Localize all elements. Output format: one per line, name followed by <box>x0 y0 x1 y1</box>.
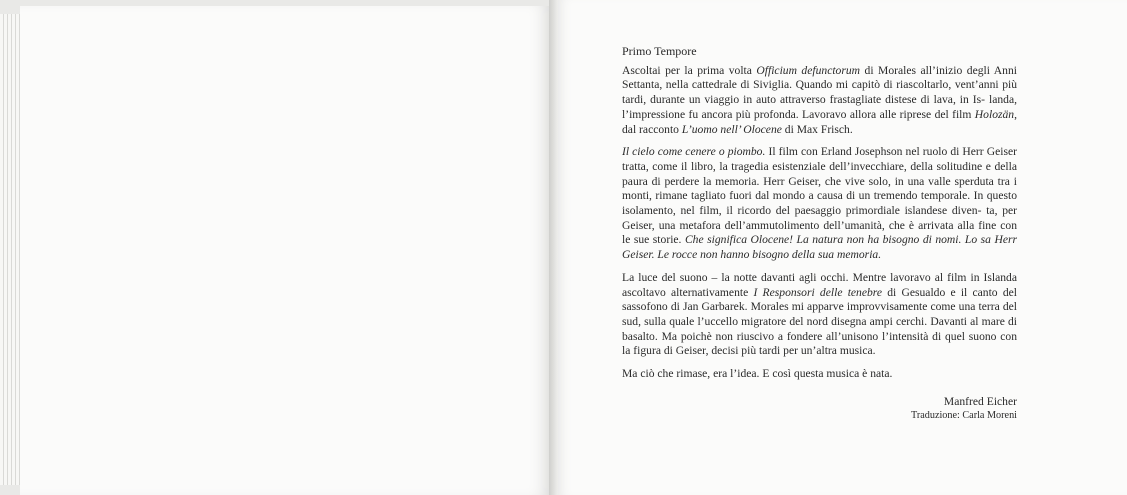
body-text: di Max Frisch. <box>781 122 853 136</box>
body-text: Ma ciò che rimase, era l’idea. <box>622 367 760 381</box>
body-text: Ascoltai per la prima volta <box>622 63 757 77</box>
essay-title: Primo Tempore <box>622 44 697 58</box>
italic-text: Holozän <box>974 107 1015 121</box>
essay-text <box>622 44 1017 382</box>
body-text: più tardi, durante un viaggio in auto attraverso frastagliate distese di lava, in Is- <box>622 78 1018 107</box>
body-text: Settanta, nella cattedrale di Siviglia. Quando mi capitò di riascoltarlo, vent’anni <box>622 78 999 92</box>
body-text: questo isolamento, nel film, il ricordo del paesaggio primordiale islandese diven- <box>622 189 1018 218</box>
body-text: , dal racconto <box>622 107 1017 136</box>
body-text: landa, l’impressione fu ancora più profonda. Lavoravo allora alle riprese del film <box>622 93 1017 121</box>
paragraph <box>622 271 1017 359</box>
translator-credit: Traduzione: Carla Moreni <box>910 410 1017 421</box>
italic-text: L’uomo nell’ Olocene <box>681 122 782 136</box>
essay-body <box>622 64 1017 382</box>
italic-text: Il cielo come cenere o piombo. <box>622 145 766 159</box>
body-text: paura di perdere la memoria. Herr Geiser, che vive solo, in una valle sperduta tra <box>622 174 1010 188</box>
body-text: Il film con Erland Josephson nel ruolo di Herr Geiser <box>765 145 1017 159</box>
italic-text: Lo sa Herr Geiser. Le rocce non hanno bisogno della sua memoria. <box>622 233 1017 262</box>
paragraph <box>622 64 1017 138</box>
body-text: alla fine con le sue storie. <box>622 218 1017 247</box>
body-text: E così questa musica è nata. <box>762 367 893 381</box>
italic-text: Che significa Olocene! La natura non ha bisogno di nomi. <box>684 233 962 247</box>
body-text: i monti, rimane tagliato fuori dal mondo a causa di un tremendo temporale. In <box>622 174 1017 203</box>
paragraph-gap <box>622 359 1017 367</box>
body-text: di Gesualdo e il canto del sassofono di Jan Garbarek. Morales mi apparve <box>622 285 1017 314</box>
body-text: improvvisamente come una terra del sud, sulla quale l’uccello migratore del nord <box>622 300 1017 328</box>
left-page-blank <box>20 6 550 495</box>
body-text: disegna ampi cerchi. Davanti al mare di basalto. <box>622 314 1018 343</box>
paragraph <box>622 145 1017 263</box>
italic-text: Officium defunctorum <box>756 63 861 77</box>
body-text: di Morales all’inizio degli Anni <box>860 63 1017 77</box>
body-text: Ma poichè non riuscivo a fondere all’unisono l’intensità di quel suono con la <box>622 329 1017 358</box>
paragraph-gap <box>622 137 1017 145</box>
page-stack-edge <box>0 14 22 485</box>
paragraph <box>622 367 1017 382</box>
author-signature: Manfred Eicher <box>943 395 1017 408</box>
body-text: tratta, come il libro, la tragedia esistenziale dell’invecchiare, della solitudine e della <box>622 159 1017 173</box>
paragraph-gap <box>622 263 1017 271</box>
body-text: Mentre lavoravo al film in Islanda ascoltavo alternativamente <box>622 270 1017 299</box>
italic-text: tenebre <box>847 285 883 299</box>
body-text: La luce del suono – la notte davanti agli occhi. <box>622 270 849 284</box>
body-text: ta, per Geiser, una metafora dell’ammutolimento dell’umanità, che è arrivata <box>622 204 1018 232</box>
italic-text: I Responsori delle <box>753 285 843 299</box>
body-text: figura di Geiser, decisi più tardi per un’altra musica. <box>633 344 876 358</box>
